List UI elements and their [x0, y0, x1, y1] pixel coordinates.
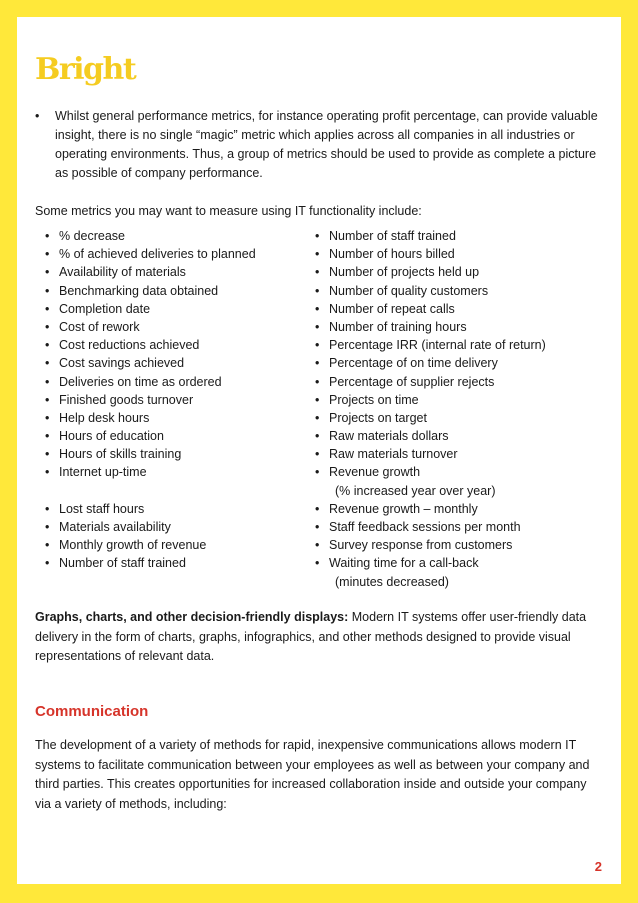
- list-item: • Number of staff trained: [315, 227, 605, 245]
- list-item: • Number of quality customers: [315, 282, 605, 300]
- list-item: • Raw materials turnover: [315, 445, 605, 463]
- graphs-paragraph-lead: Graphs, charts, and other decision-friendly displays:: [35, 610, 349, 624]
- graphs-paragraph-body: Modern IT systems offer user-friendly data delivery in the form of charts, graphs, infographics, and other methods designed to provide visual representations of relevant data.: [35, 610, 587, 663]
- metrics-list-right: [315, 227, 605, 591]
- list-item: • Number of staff trained: [45, 554, 315, 572]
- list-item: • Percentage of on time delivery: [315, 354, 605, 372]
- bullet-dot: •: [35, 109, 40, 123]
- list-item: • Staff feedback sessions per month: [315, 518, 605, 536]
- list-item: • Cost reductions achieved: [45, 336, 315, 354]
- list-item: • Availability of materials: [45, 263, 315, 281]
- list-item: • Help desk hours: [45, 409, 315, 427]
- list-item: • Materials availability: [45, 518, 315, 536]
- list-item: • Hours of skills training: [45, 445, 315, 463]
- list-item: • Percentage of supplier rejects: [315, 373, 605, 391]
- list-item: • Number of repeat calls: [315, 300, 605, 318]
- list-item: • Monthly growth of revenue: [45, 536, 315, 554]
- list-item: • Cost savings achieved: [45, 354, 315, 372]
- brand-logo: Bright: [35, 52, 136, 87]
- list-item: • Raw materials dollars: [315, 427, 605, 445]
- list-item-continuation: (minutes decreased): [335, 574, 449, 589]
- list-item: • Revenue growth: [315, 463, 605, 481]
- graphs-paragraph: [35, 608, 605, 667]
- list-item: • Number of training hours: [315, 318, 605, 336]
- page: [17, 17, 621, 884]
- page-number: 2: [594, 859, 602, 874]
- section-heading: Communication: [35, 703, 149, 720]
- list-item: • Projects on target: [315, 409, 605, 427]
- communication-paragraph: The development of a variety of methods for rapid, inexpensive communications allows modern IT systems to facilitate communication between your employees as well as between your company and third parties. This creates opportunities for increased collaboration inside and outside your company via a variety of methods, including:: [35, 738, 590, 811]
- list-item: • Benchmarking data obtained: [45, 282, 315, 300]
- list-item: • Waiting time for a call-back: [315, 554, 605, 572]
- intro-bullet-text: Whilst general performance metrics, for instance operating profit percentage, can provide valuable insight, there is no single “magic” metric which applies across all companies in all industries or operating environments. Thus, a group of metrics should be used to provide as complete a picture as possible of company performance.: [55, 109, 598, 180]
- list-item: • Cost of rework: [45, 318, 315, 336]
- list-item: • Percentage IRR (internal rate of return): [315, 336, 605, 354]
- list-item: • % of achieved deliveries to planned: [45, 245, 315, 263]
- list-item: • Internet up-time: [45, 463, 315, 481]
- list-item: • Deliveries on time as ordered: [45, 373, 315, 391]
- metrics-lead: Some metrics you may want to measure using IT functionality include:: [35, 204, 422, 218]
- list-item: • Revenue growth – monthly: [315, 500, 605, 518]
- list-item: • % decrease: [45, 227, 315, 245]
- list-item-continuation: (% increased year over year): [335, 483, 496, 498]
- list-item: • Finished goods turnover: [45, 391, 315, 409]
- list-item: • Projects on time: [315, 391, 605, 409]
- list-item: • Completion date: [45, 300, 315, 318]
- list-item: • Hours of education: [45, 427, 315, 445]
- list-item: • Lost staff hours: [45, 500, 315, 518]
- list-spacer: [45, 482, 315, 500]
- list-item: • Survey response from customers: [315, 536, 605, 554]
- metrics-list-left: [45, 227, 315, 573]
- list-item: • Number of projects held up: [315, 263, 605, 281]
- list-item: • Number of hours billed: [315, 245, 605, 263]
- intro-bullet: [35, 107, 603, 183]
